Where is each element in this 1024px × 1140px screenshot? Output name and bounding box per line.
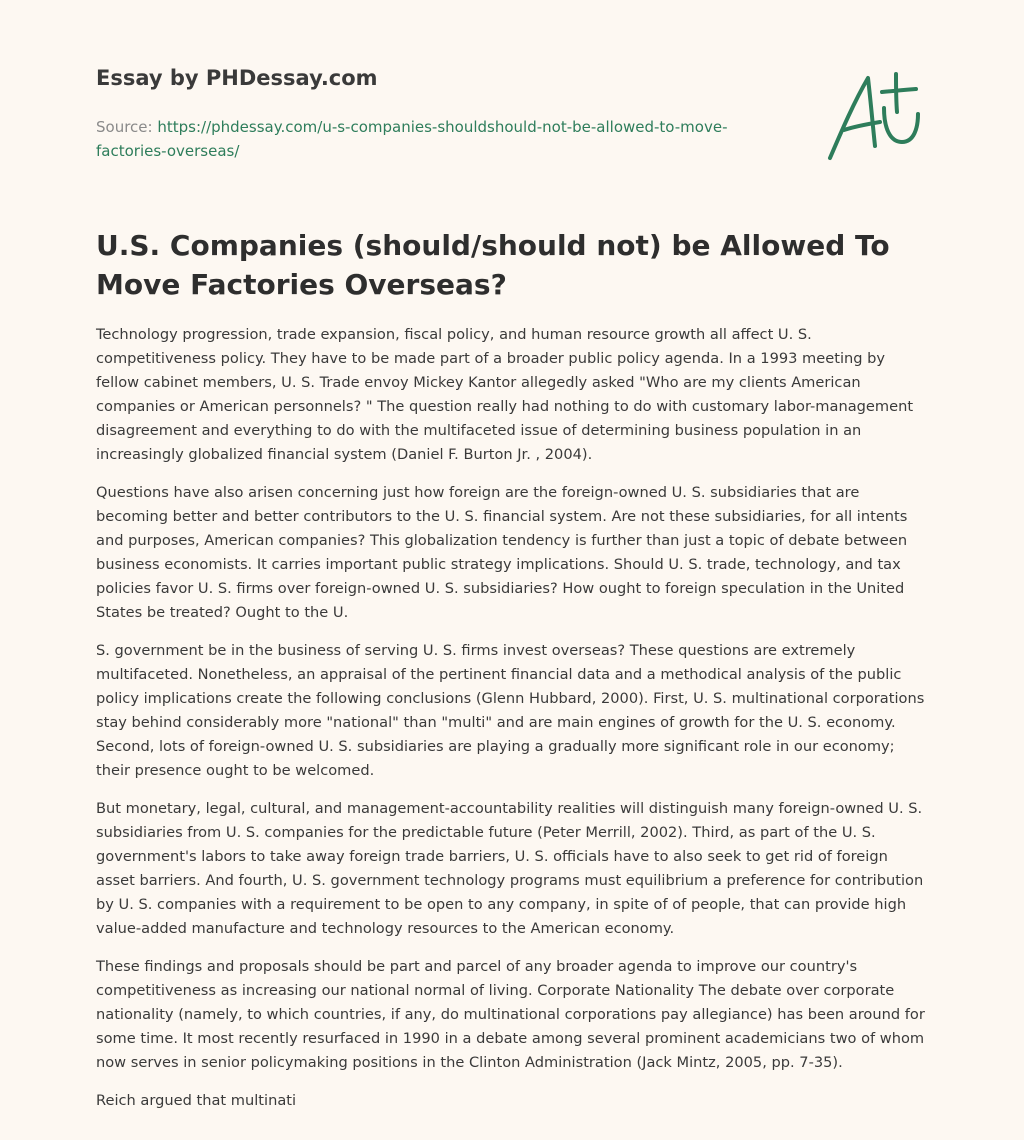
paragraph: Technology progression, trade expansion, fiscal policy, and human resource growth all affect U. S. competitiveness policy. They have to be made part of a broader public policy agenda. In a 1993 meeting by fellow cabinet members, U. S. Trade envoy Mickey Kantor allegedly asked "Who are my clients American companies or American personnels? " The question really had nothing to do with customary labor-management disagreement and everything to do with the multifaceted issue of determining business population in an increasingly globalized financial system (Daniel F. Burton Jr. , 2004). <box>96 326 914 463</box>
source-link[interactable] <box>96 118 727 160</box>
paragraph: These findings and proposals should be part and parcel of any broader agenda to improve our country's competitiveness as increasing our national normal of living. Corporate Nationality The debate over corporate nationality (namely, to which countries, if any, do multinational corporations pay allegiance) has been around for some time. It most recently resurfaced in 1990 in a debate among several prominent academicians two of whom now serves in senior policymaking positions in the Clinton Administration (Jack Mintz, 2005, pp. 7-35). <box>96 958 925 1071</box>
brand-title: Essay by PHDessay.com <box>96 66 378 90</box>
article-body <box>96 323 930 1127</box>
paragraph: But monetary, legal, cultural, and management-accountability realities will distinguish many foreign-owned U. S. subsidiaries from U. S. companies for the predictable future (Peter Merrill, 2002). Third, as part of the U. S. government's labors to take away foreign trade barriers, U. S. officials have to also seek to get rid of foreign asset barriers. And fourth, U. S. government technology programs must equilibrium a preference for contribution by U. S. companies with a requirement to be open to any company, in spite of of people, that can provide high value-added manufacture and technology resources to the American economy. <box>96 800 924 937</box>
source-link-line1: https://phdessay.com/u-s-companies-shouldshould-not-be-allowed-to-move- <box>157 118 728 136</box>
source-label: Source: <box>96 118 153 136</box>
paragraph: Questions have also arisen concerning just how foreign are the foreign-owned U. S. subsidiaries that are becoming better and better contributors to the U. S. financial system. Are not these subsidiaries, for all intents and purposes, American companies? This globalization tendency is further than just a topic of debate between business economists. It carries important public strategy implications. Should U. S. trade, technology, and tax policies favor U. S. firms over foreign-owned U. S. subsidiaries? How ought to foreign speculation in the United States be treated? Ought to the U. <box>96 484 908 621</box>
paragraph: Reich argued that multinati <box>96 1092 297 1109</box>
source-line <box>96 115 796 163</box>
article-title: U.S. Companies (should/should not) be Allowed To Move Factories Overseas? <box>96 229 890 301</box>
a-plus-grade-logo-icon <box>820 66 930 166</box>
page-header <box>96 62 796 163</box>
paragraph: S. government be in the business of serving U. S. firms invest overseas? These questions are extremely multifaceted. Nonetheless, an appraisal of the pertinent financial data and a methodical analysis of the public policy implications create the following conclusions (Glenn Hubbard, 2000). First, U. S. multinational corporations stay behind considerably more "national" than "multi" and are main engines of growth for the U. S. economy. Second, lots of foreign-owned U. S. subsidiaries are playing a gradually more significant role in our economy; their presence ought to be welcomed. <box>96 642 925 779</box>
source-link-line2: factories-overseas/ <box>96 142 240 160</box>
